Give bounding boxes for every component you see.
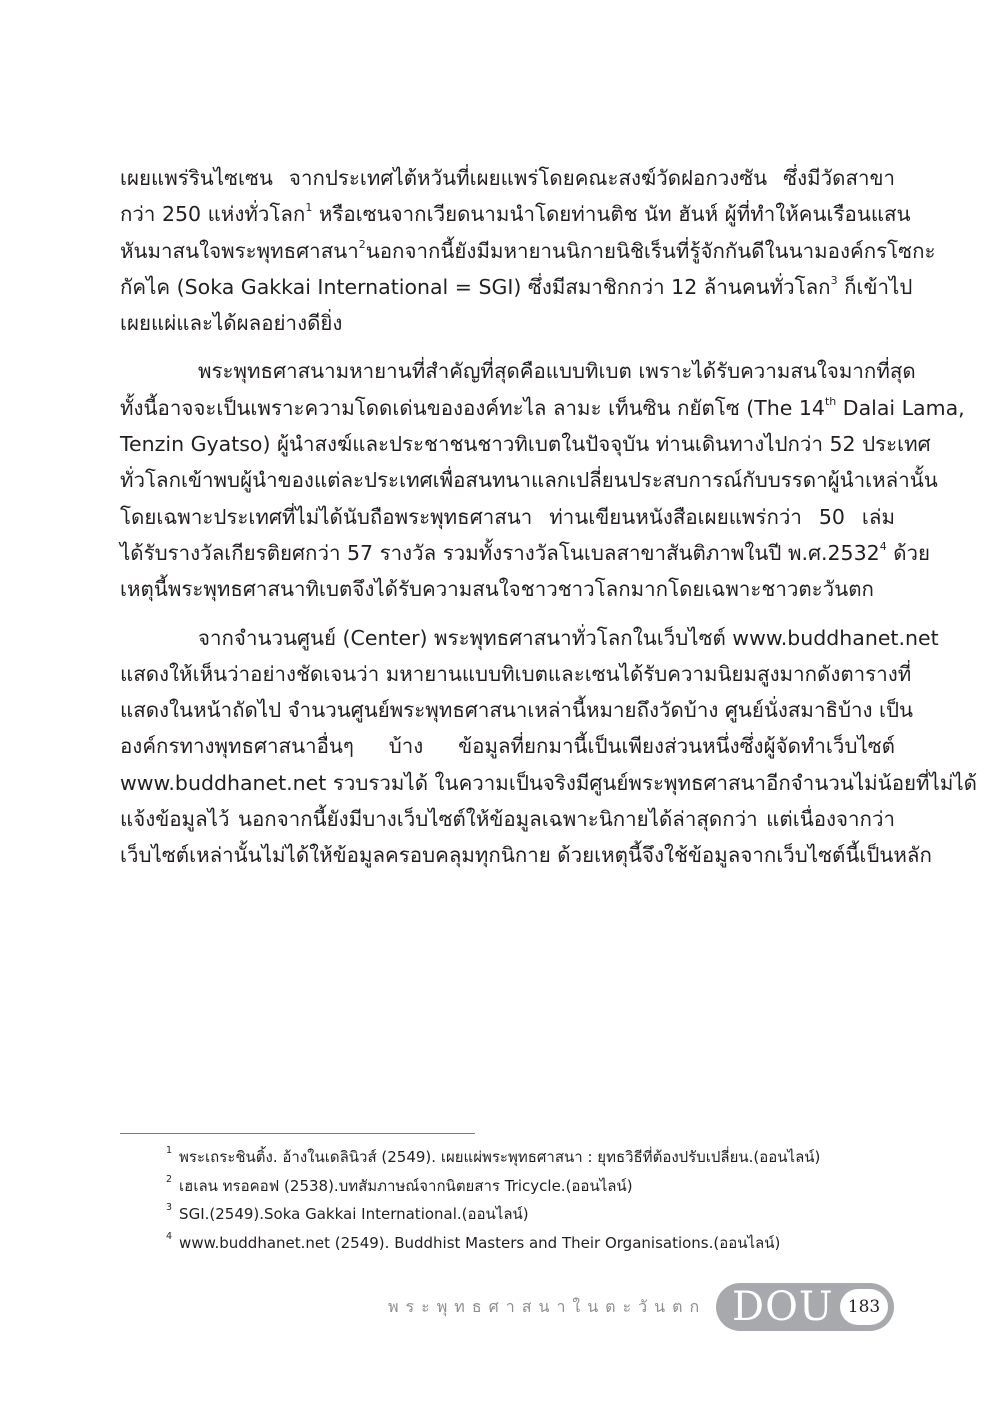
body-text xyxy=(120,160,977,874)
footnote-text: www.buddhanet.net (2549). Buddhist Masters and Their Organisations.(ออนไลน์) xyxy=(179,1233,781,1252)
footnote-number: 2 xyxy=(166,1173,173,1185)
footnote-number: 4 xyxy=(166,1230,173,1242)
text-line: www.buddhanet.net รวบรวมได้ ในความเป็นจริงมีศูนย์พระพุทธศาสนาอีกจำนวนไม่น้อยที่ไม่ได้ xyxy=(120,770,977,795)
footnote-ref-1[interactable]: 1 xyxy=(305,201,313,215)
page-number: 183 xyxy=(840,1289,888,1325)
footnote-4 xyxy=(166,1229,896,1258)
footnote-number: 3 xyxy=(166,1202,173,1213)
text-line: ทั้งนี้อาจจะเป็นเพราะความโดดเด่นขององค์ทะไล ลามะ เท็นซิน กยัตโซ (The 14th Dalai Lama, xyxy=(120,394,965,420)
text-line: เผยแพร่รินไซเซน จากประเทศไต้หวันที่เผยแพร่โดยคณะสงฆ์วัดฝอกวงซัน ซึ่งมีวัดสาขา xyxy=(120,166,895,190)
text-line: กว่า 250 แห่งทั่วโลก$^1$ หรือเซนจากเวียดนามนำโดยท่านติช นัท ฮันห์ ผู้ที่ทำให้คนเรือนแสน xyxy=(120,201,911,227)
text-line: องค์กรทางพุทธศาสนาอื่นๆ บ้าง ข้อมูลที่ยกมานี้เป็นเพียงส่วนหนึ่งซึ่งผู้จัดทำเว็บไซต์ xyxy=(120,734,895,759)
text-line: เหตุนี้พระพุทธศาสนาทิเบตจึงได้รับความสนใจชาวชาวโลกมากโดยเฉพาะชาวตะวันตก xyxy=(120,577,874,602)
footnote-text: SGI.(2549).Soka Gakkai International.(ออนไลน์) xyxy=(179,1205,529,1223)
text-line: ทั่วโลกเข้าพบผู้นำของแต่ละประเทศเพื่อสนทนาแลกเปลี่ยนประสบการณ์กับบรรดาผู้นำเหล่านั้น xyxy=(120,468,938,493)
footnotes xyxy=(166,1143,896,1257)
footnote-number: 1 xyxy=(166,1145,173,1156)
running-footer-title: พระพุทธศาสนาในตะวันตก xyxy=(388,1297,707,1316)
dou-logo-text: DOU xyxy=(732,1284,834,1330)
footnote-ref-2[interactable]: 2 xyxy=(358,237,366,251)
footnote-text: เฮเลน ทรอคอฟ (2538).บทสัมภาษณ์จากนิตยสาร Tricycle.(ออนไลน์) xyxy=(179,1176,633,1195)
footnote-3 xyxy=(166,1200,896,1229)
text-line: พระพุทธศาสนามหายานที่สำคัญที่สุดคือแบบทิเบต เพราะได้รับความสนใจมากที่สุด xyxy=(198,359,916,384)
text-line: กัคไค (Soka Gakkai International = SGI) ซึ่งมีสมาชิกกว่า 12 ล้านคนทั่วโลก$^3$ ก็เข้าไป xyxy=(120,274,913,299)
text-line: แสดงในหน้าถัดไป จำนวนศูนย์พระพุทธศาสนาเหล่านี้หมายถึงวัดบ้าง ศูนย์นั่งสมาธิบ้าง เป็น xyxy=(120,698,914,723)
footnote-text: พระเถระชินติ้ง. อ้างในเดลินิวส์ (2549). เผยแผ่พระพุทธศาสนา : ยุทธวิธีที่ต้องปรับเปลี่ยน.(ออนไลน์) xyxy=(179,1148,821,1166)
footnote-2 xyxy=(166,1172,896,1201)
text-line: จากจำนวนศูนย์ (Center) พระพุทธศาสนาทั่วโลกในเว็บไซต์ www.buddhanet.net xyxy=(198,625,939,650)
paragraph-2 xyxy=(120,353,965,607)
text-line: เผยแผ่และได้ผลอย่างดียิ่ง xyxy=(120,311,343,336)
footnote-1 xyxy=(166,1143,896,1172)
text-line: หันมาสนใจพระพุทธศาสนา$^2$นอกจากนี้ยังมีมหายานนิกายนิชิเร็นที่รู้จักกันดีในนามองค์กรโซกะ xyxy=(120,237,936,263)
footnote-ref-3[interactable]: 3 xyxy=(830,274,838,288)
paragraph-3 xyxy=(120,620,977,874)
text-line: แจ้งข้อมูลไว้ นอกจากนี้ยังมีบางเว็บไซต์ให้ข้อมูลเฉพาะนิกายได้ล่าสุดกว่า แต่เนื่องจากว่า xyxy=(120,807,895,832)
text-line: โดยเฉพาะประเทศที่ไม่ได้นับถือพระพุทธศาสนา ท่านเขียนหนังสือเผยแพร่กว่า 50 เล่ม xyxy=(120,504,895,529)
text-line: Tenzin Gyatso) ผู้นำสงฆ์และประชาชนชาวทิเบตในปัจจุบัน ท่านเดินทางไปกว่า 52 ประเทศ xyxy=(120,432,931,457)
text-line: เว็บไซต์เหล่านั้นไม่ได้ให้ข้อมูลครอบคลุมทุกนิกาย ด้วยเหตุนี้จึงใช้ข้อมูลจากเว็บไซต์นี้เป็นหลัก xyxy=(120,843,932,868)
dou-page-badge xyxy=(716,1283,894,1331)
superscript-th: th xyxy=(824,394,837,408)
footnote-divider xyxy=(120,1133,475,1134)
text-line: แสดงให้เห็นว่าอย่างชัดเจนว่า มหายานแบบทิเบตและเซนได้รับความนิยมสูงมากดังตารางที่ xyxy=(120,661,912,686)
paragraph-1 xyxy=(120,160,936,341)
text-line: ได้รับรางวัลเกียรติยศกว่า 57 รางวัล รวมทั้งรางวัลโนเบลสาขาสันติภาพในปี พ.ศ.2532$^4$ ด้วย xyxy=(120,540,931,565)
footnote-ref-4[interactable]: 4 xyxy=(879,540,887,554)
